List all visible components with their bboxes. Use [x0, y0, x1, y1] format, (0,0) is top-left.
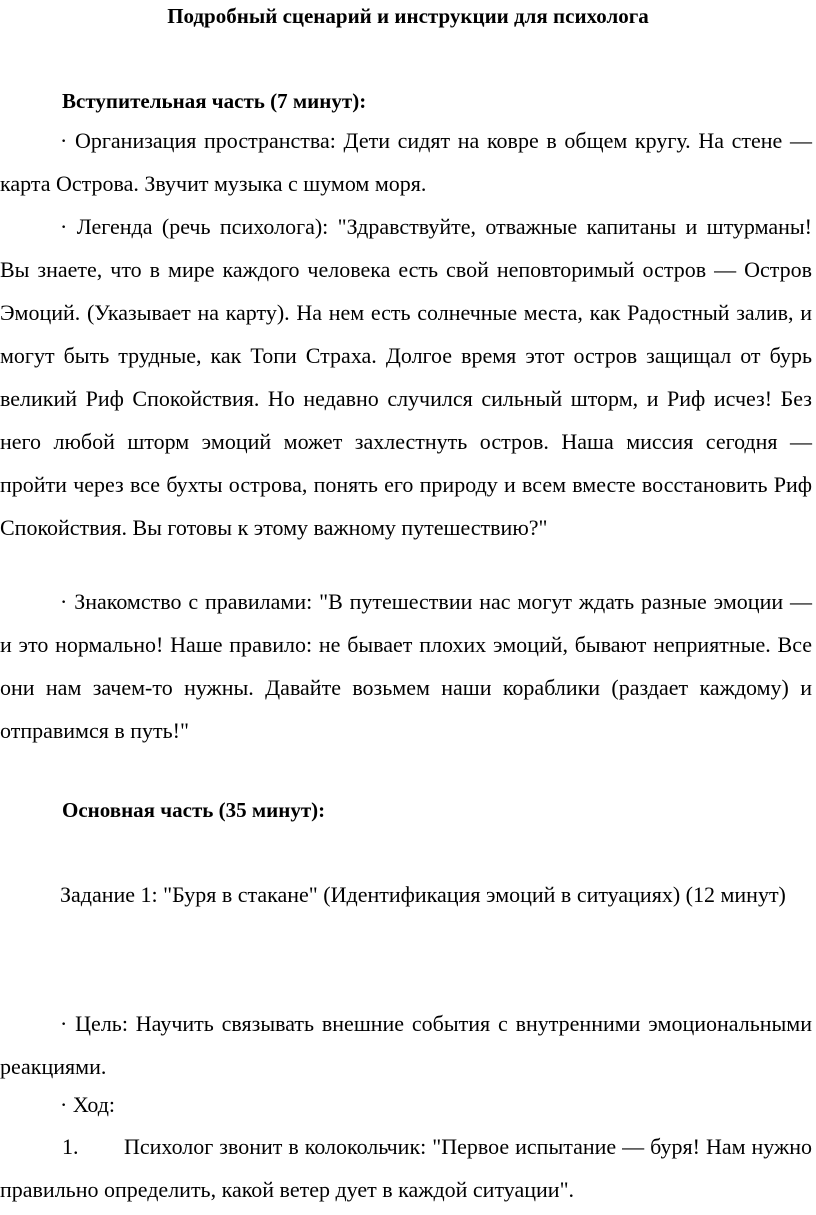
- document-title: Подробный сценарий и инструкции для психолога: [167, 4, 649, 28]
- task1-title-text: Задание 1: "Буря в стакане" (Идентификация эмоций в ситуациях) (12 минут): [60, 882, 786, 907]
- task1-course-text: · Ход:: [60, 1092, 115, 1117]
- task1-course: [0, 1083, 812, 1126]
- main-heading: Основная часть (35 минут):: [62, 798, 326, 822]
- intro-paragraph-space: [0, 119, 812, 205]
- task1-step-1: [0, 1125, 812, 1211]
- intro-paragraph-rules-text: · Знакомство с правилами: "В путешествии нас могут ждать разные эмоции — и это нормально! Наше правило: не бывает плохих эмоций, бывают неприятные. Все они нам зачем-то нужны. Давайте возьмем наши кораблики (раздает каждому) и отправимся в путь!": [0, 589, 812, 743]
- task1-title: [0, 873, 812, 916]
- task1-goal-text: · Цель: Научить связывать внешние события с внутренними эмоциональными реакциями.: [0, 1011, 812, 1079]
- task1-step-1-text: Психолог звонит в колокольчик: "Первое испытание — буря! Нам нужно правильно определить, какой ветер дует в каждой ситуации".: [0, 1134, 812, 1202]
- task1-step-1-number: 1.: [62, 1134, 79, 1159]
- task1-goal: [0, 1002, 812, 1088]
- intro-paragraph-space-text: · Организация пространства: Дети сидят на ковре в общем кругу. На стене — карта Острова. Звучит музыка с шумом моря.: [0, 128, 812, 196]
- intro-paragraph-legend-text: · Легенда (речь психолога): "Здравствуйте, отважные капитаны и штурманы! Вы знаете, что в мире каждого человека есть свой неповторимый остров — Остров Эмоций. (Указывает на карту). На нем есть солнечные места, как Радостный залив, и могут быть трудные, как Топи Страха. Долгое время этот остров защищал от бурь великий Риф Спокойствия. Но недавно случился сильный шторм, и Риф исчез! Без него любой шторм эмоций может захлестнуть остров. Наша миссия сегодня — пройти через все бухты острова, понять его природу и всем вместе восстановить Риф Спокойствия. Вы готовы к этому важному путешествию?": [0, 214, 812, 540]
- intro-paragraph-legend: [0, 205, 812, 549]
- intro-heading: Вступительная часть (7 минут):: [62, 89, 367, 113]
- intro-paragraph-rules: [0, 580, 812, 752]
